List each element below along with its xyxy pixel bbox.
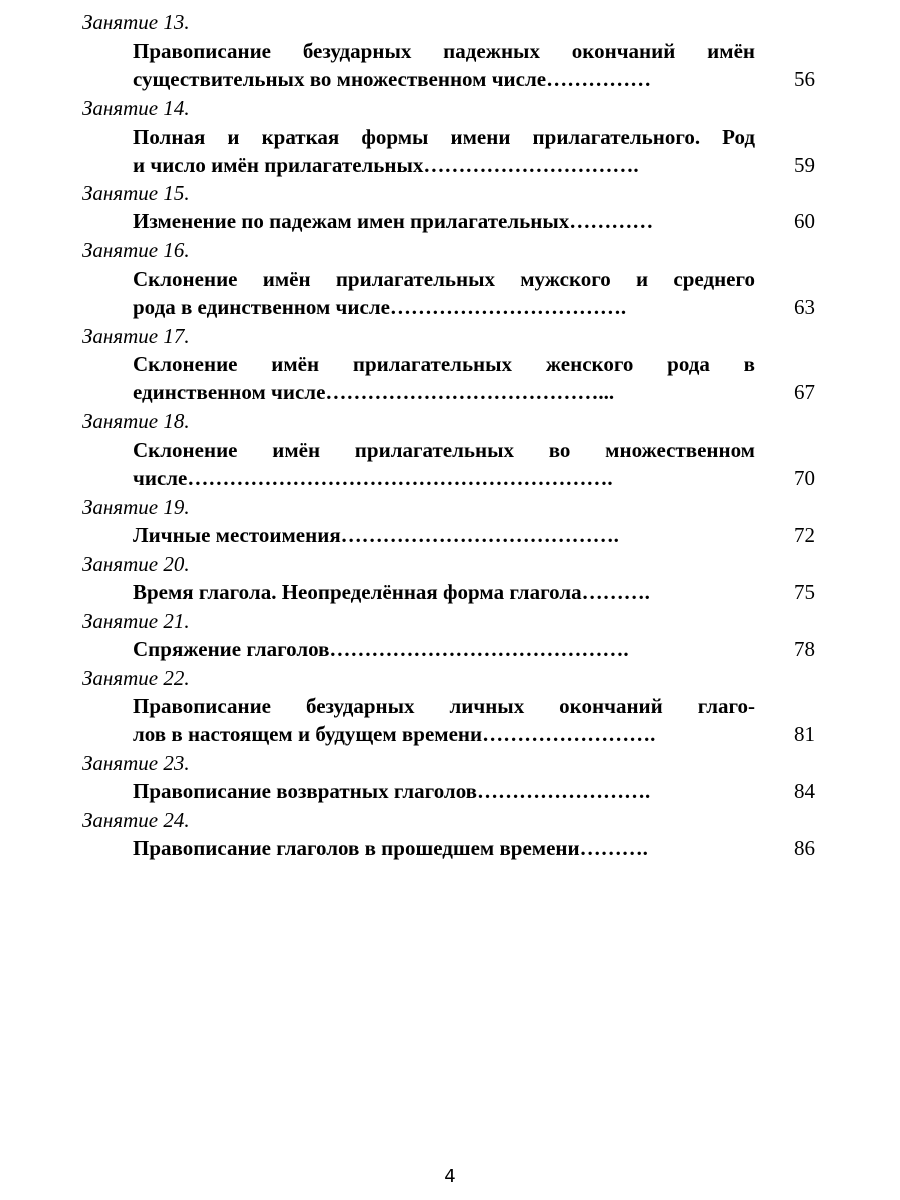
toc-page-number: 63 xyxy=(794,295,815,319)
toc-page-number: 78 xyxy=(794,637,815,661)
lesson-heading: Занятие 13. xyxy=(82,10,190,34)
toc-entry-title xyxy=(133,834,755,862)
title-line: Склонение имён прилагательных женского рода в xyxy=(133,352,755,376)
title-line: Склонение имён прилагательных во множественном xyxy=(133,438,755,462)
title-line: единственном числе…………………………………... xyxy=(133,380,615,404)
toc-page-number: 86 xyxy=(794,836,815,860)
title-line: Правописание безударных падежных окончаний имён xyxy=(133,39,755,63)
lesson-heading: Занятие 20. xyxy=(82,552,190,576)
lesson-heading: Занятие 15. xyxy=(82,181,190,205)
toc-entry-title xyxy=(133,777,755,805)
title-line: Склонение имён прилагательных мужского и среднего xyxy=(133,267,755,291)
lesson-heading: Занятие 22. xyxy=(82,666,190,690)
title-line: Правописание возвратных глаголов……………………. xyxy=(133,779,651,803)
title-line: рода в единственном числе……………………………. xyxy=(133,295,627,319)
toc-page-number: 56 xyxy=(794,67,815,91)
toc-page-number: 70 xyxy=(794,466,815,490)
title-line: Изменение по падежам имен прилагательных………… xyxy=(133,209,654,233)
title-line: числе……………………………………………………. xyxy=(133,466,613,490)
lesson-heading: Занятие 24. xyxy=(82,808,190,832)
title-line: Спряжение глаголов……………………………………. xyxy=(133,637,629,661)
title-line: Время глагола. Неопределённая форма глагола………. xyxy=(133,580,650,604)
toc-entry-title xyxy=(133,578,755,606)
title-line: и число имён прилагательных…………………………. xyxy=(133,153,639,177)
toc-page-number: 72 xyxy=(794,523,815,547)
title-line: Правописание безударных личных окончаний глаго- xyxy=(133,694,755,718)
title-line: лов в настоящем и будущем времени……………………. xyxy=(133,722,656,746)
lesson-heading: Занятие 17. xyxy=(82,324,190,348)
toc-entry-title xyxy=(133,521,755,549)
toc-page-number: 75 xyxy=(794,580,815,604)
title-line: Личные местоимения…………………………………. xyxy=(133,523,619,547)
toc-entry-title xyxy=(133,265,755,321)
toc-entry-title xyxy=(133,692,755,748)
page-footer-number: 4 xyxy=(444,1166,456,1187)
toc-entry-title xyxy=(133,37,755,93)
toc-entry-title xyxy=(133,635,755,663)
lesson-heading: Занятие 23. xyxy=(82,751,190,775)
toc-page-number: 60 xyxy=(794,209,815,233)
lesson-heading: Занятие 21. xyxy=(82,609,190,633)
toc-entry-title xyxy=(133,207,755,235)
title-line: Правописание глаголов в прошедшем времени………. xyxy=(133,836,648,860)
toc-entry-title xyxy=(133,123,755,179)
lesson-heading: Занятие 18. xyxy=(82,409,190,433)
toc-page-number: 59 xyxy=(794,153,815,177)
lesson-heading: Занятие 19. xyxy=(82,495,190,519)
toc-entry-title xyxy=(133,436,755,492)
toc-page-number: 67 xyxy=(794,380,815,404)
toc-page-number: 81 xyxy=(794,722,815,746)
lesson-heading: Занятие 16. xyxy=(82,238,190,262)
title-line: Полная и краткая формы имени прилагательного. Род xyxy=(133,125,755,149)
lesson-heading: Занятие 14. xyxy=(82,96,190,120)
title-line: существительных во множественном числе…………… xyxy=(133,67,652,91)
toc-entry-title xyxy=(133,350,755,406)
toc-page-number: 84 xyxy=(794,779,815,803)
